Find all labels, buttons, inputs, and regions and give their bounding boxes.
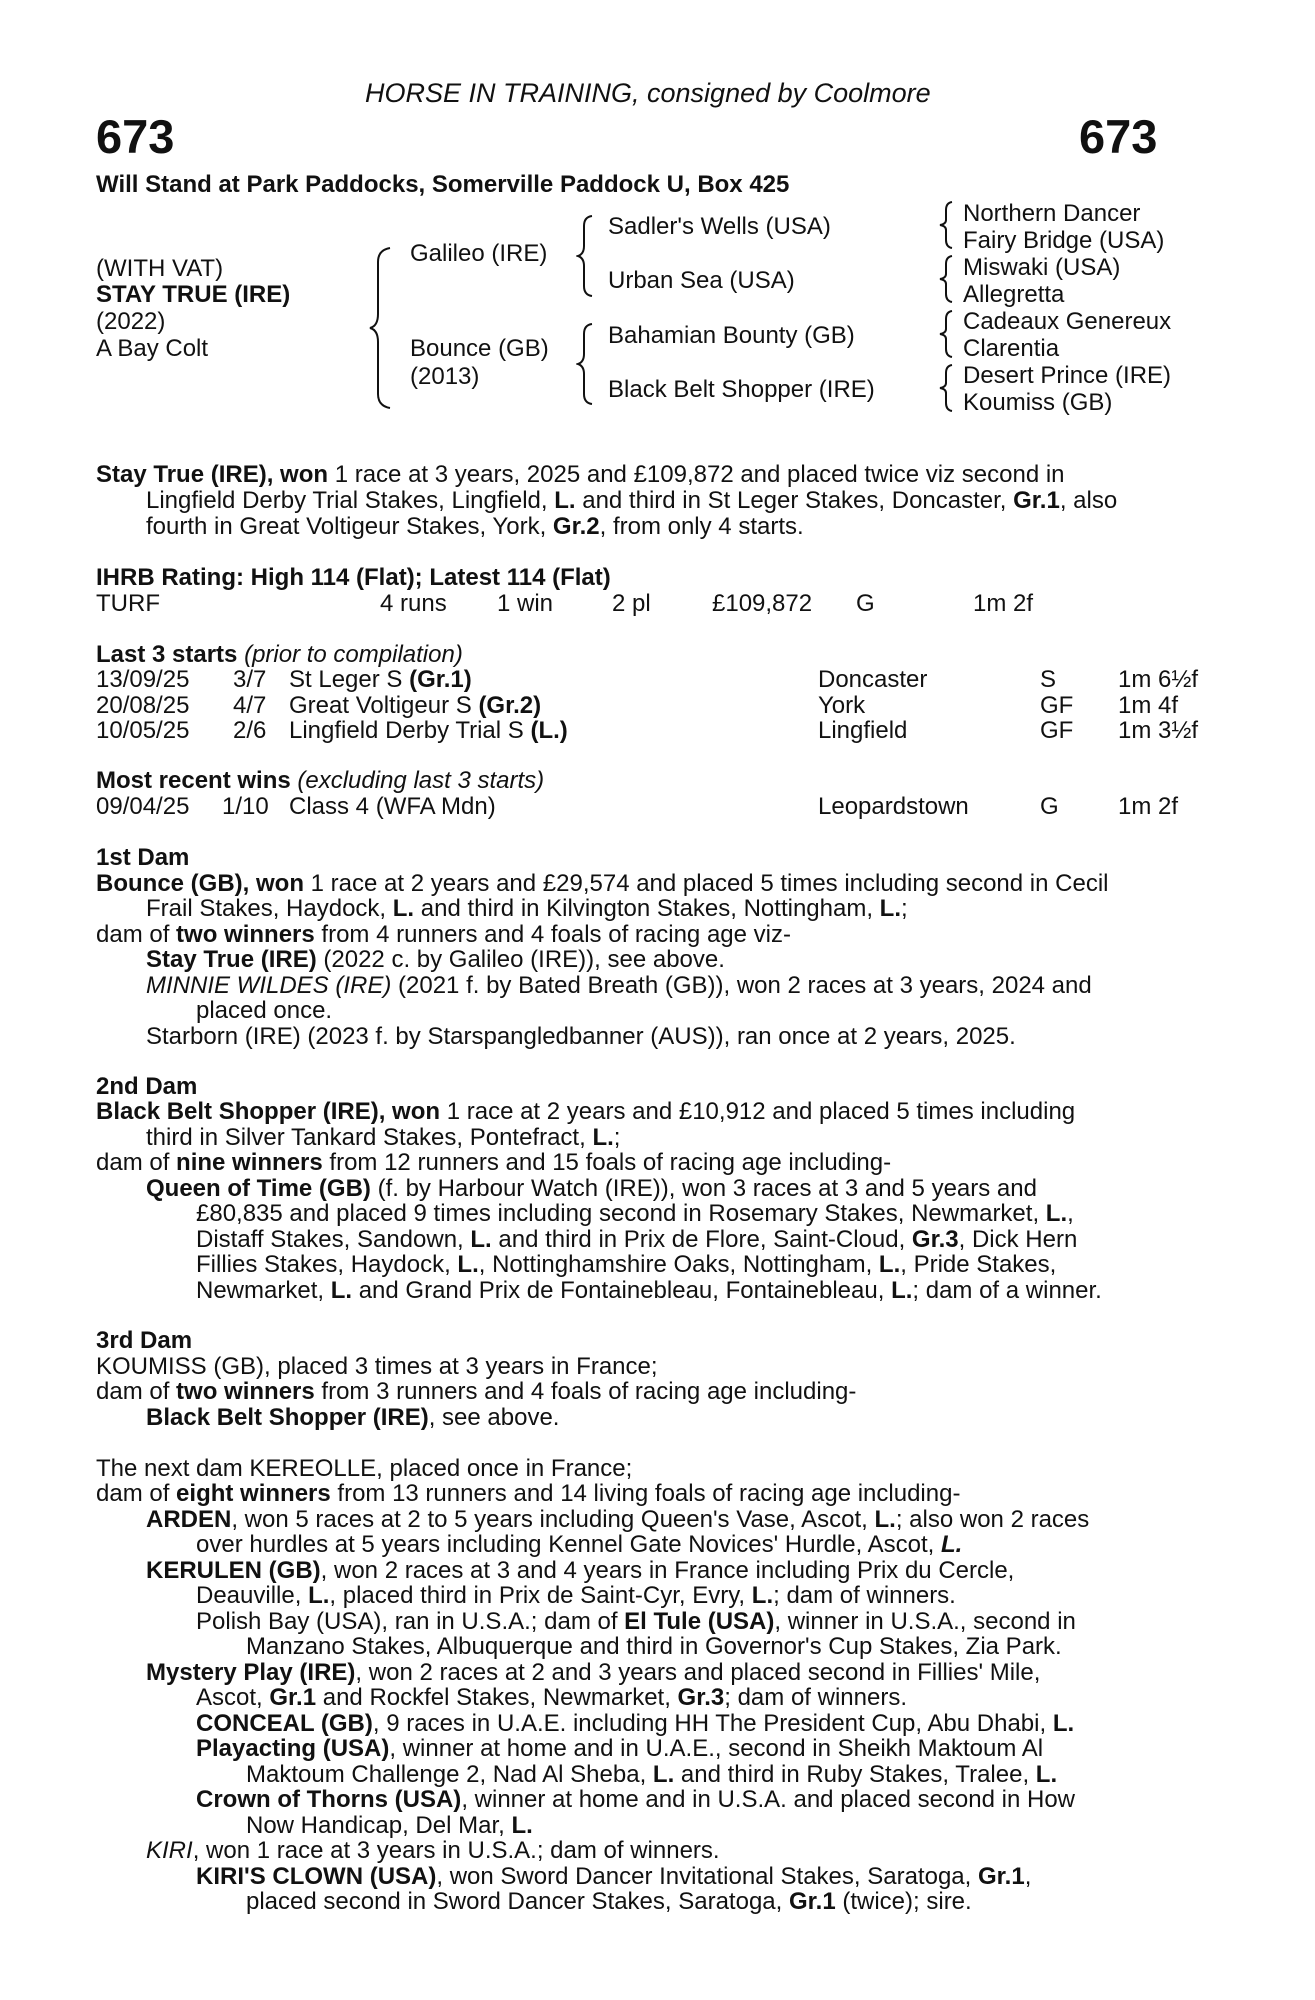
pedigree-dd-sire: Desert Prince (IRE) (963, 362, 1172, 389)
dam1-line-1: Bounce (GB), won 1 race at 2 years and £29,574 and placed 5 times including second in Cecil (96, 870, 1109, 897)
pedigree-bracket-sire (576, 214, 598, 298)
nextdam-playacting: Playacting (USA), winner at home and in U.A.E., second in Sheikh Maktoum Al (196, 1735, 1044, 1762)
vat-note: (WITH VAT) (96, 255, 224, 282)
nextdam-crownofthorns-b: Now Handicap, Del Mar, L. (246, 1812, 533, 1839)
pedigree-bracket-3b (938, 254, 958, 304)
dam1-heading: 1st Dam (96, 844, 190, 871)
dam3-line-2: dam of two winners from 3 runners and 4 foals of racing age including- (96, 1378, 857, 1405)
pedigree-sd-sire: Miswaki (USA) (963, 254, 1121, 281)
nextdam-conceal: CONCEAL (GB), 9 races in U.A.E. including HH The President Cup, Abu Dhabi, L. (196, 1710, 1075, 1737)
pedigree-ss-dam: Fairy Bridge (USA) (963, 227, 1165, 254)
dam2-produce-1d: Fillies Stakes, Haydock, L., Nottinghamshire Oaks, Nottingham, L., Pride Stakes, (196, 1251, 1057, 1278)
pedigree-dam-dam: Black Belt Shopper (IRE) (608, 376, 875, 403)
last3-row-3-date: 10/05/25 (96, 717, 190, 744)
dam2-produce-1: Queen of Time (GB) (f. by Harbour Watch (IRE)), won 3 races at 3 and 5 years and (146, 1175, 1037, 1202)
pedigree-bracket-3d (938, 363, 958, 413)
nextdam-line-1: The next dam KEREOLLE, placed once in France; (96, 1455, 633, 1482)
rating-earnings: £109,872 (712, 590, 813, 617)
rating-surface: TURF (96, 590, 160, 617)
nextdam-polishbay-b: Manzano Stakes, Albuquerque and third in Governor's Cup Stakes, Zia Park. (246, 1633, 1062, 1660)
pedigree-bracket-dam (576, 322, 598, 406)
dam3-produce-1: Black Belt Shopper (IRE), see above. (146, 1404, 560, 1431)
last3-row-2-going: GF (1040, 692, 1074, 719)
nextdam-kerulen: KERULEN (GB), won 2 races at 3 and 4 years in France including Prix du Cercle, (146, 1557, 1015, 1584)
horse-name: STAY TRUE (IRE) (96, 281, 291, 308)
pedigree-sire-sire: Sadler's Wells (USA) (608, 213, 831, 240)
last3-row-3-course: Lingfield (818, 717, 908, 744)
summary-line-3: fourth in Great Voltigeur Stakes, York, Gr.2, from only 4 starts. (146, 513, 804, 540)
pedigree-bracket-3c (938, 309, 958, 359)
last3-row-1-going: S (1040, 666, 1057, 693)
nextdam-arden: ARDEN, won 5 races at 2 to 5 years including Queen's Vase, Ascot, L.; also won 2 races (146, 1506, 1090, 1533)
recent-race: Class 4 (WFA Mdn) (289, 793, 496, 820)
recent-course: Leopardstown (818, 793, 969, 820)
dam3-heading: 3rd Dam (96, 1327, 193, 1354)
nextdam-kirisclown-b: placed second in Sword Dancer Stakes, Saratoga, Gr.1 (twice); sire. (246, 1888, 972, 1915)
pedigree-dd-dam: Koumiss (GB) (963, 389, 1113, 416)
dam2-produce-1e: Newmarket, L. and Grand Prix de Fontainebleau, Fontainebleau, L.; dam of a winner. (196, 1277, 1102, 1304)
pedigree-bracket-3a (938, 200, 958, 250)
dam1-line-2: Frail Stakes, Haydock, L. and third in Kilvington Stakes, Nottingham, L.; (146, 895, 908, 922)
dam1-produce-1: Stay True (IRE) (2022 c. by Galileo (IRE)), see above. (146, 946, 725, 973)
nextdam-playacting-b: Maktoum Challenge 2, Nad Al Sheba, L. and third in Ruby Stakes, Tralee, L. (246, 1761, 1058, 1788)
horse-description: A Bay Colt (96, 335, 209, 362)
rating-heading: IHRB Rating: High 114 (Flat); Latest 114 (Flat) (96, 564, 611, 591)
last3-row-2-race: Great Voltigeur S (Gr.2) (289, 692, 542, 719)
nextdam-crownofthorns: Crown of Thorns (USA), winner at home and in U.S.A. and placed second in How (196, 1786, 1075, 1813)
dam1-produce-2: MINNIE WILDES (IRE) (2021 f. by Bated Breath (GB)), won 2 races at 3 years, 2024 and (146, 972, 1092, 999)
nextdam-mysteryplay-b: Ascot, Gr.1 and Rockfel Stakes, Newmarket, Gr.3; dam of winners. (196, 1684, 907, 1711)
last3-row-2-pos: 4/7 (233, 692, 267, 719)
pedigree-bracket-gen1 (368, 246, 398, 410)
dam2-line-2: third in Silver Tankard Stakes, Pontefract, L.; (146, 1124, 621, 1151)
nextdam-mysteryplay: Mystery Play (IRE), won 2 races at 2 and 3 years and placed second in Fillies' Mile, (146, 1659, 1041, 1686)
stand-location: Will Stand at Park Paddocks, Somerville Paddock U, Box 425 (96, 171, 790, 198)
dam2-produce-1c: Distaff Stakes, Sandown, L. and third in Prix de Flore, Saint-Cloud, Gr.3, Dick Hern (196, 1226, 1078, 1253)
pedigree-sd-dam: Allegretta (963, 281, 1065, 308)
nextdam-kirisclown: KIRI'S CLOWN (USA), won Sword Dancer Invitational Stakes, Saratoga, Gr.1, (196, 1863, 1032, 1890)
last3-row-3-going: GF (1040, 717, 1074, 744)
last3-row-2-date: 20/08/25 (96, 692, 190, 719)
last3-row-1-course: Doncaster (818, 666, 928, 693)
rating-distance: 1m 2f (973, 590, 1034, 617)
pedigree-ds-dam: Clarentia (963, 335, 1060, 362)
dam1-produce-3: Starborn (IRE) (2023 f. by Starspangledbanner (AUS)), ran once at 2 years, 2025. (146, 1023, 1016, 1050)
pedigree-sire: Galileo (IRE) (410, 240, 548, 267)
last3-row-1-dist: 1m 6½f (1118, 666, 1199, 693)
last3-row-2-course: York (818, 692, 866, 719)
pedigree-sire-dam: Urban Sea (USA) (608, 267, 795, 294)
last3-heading: Last 3 starts (prior to compilation) (96, 641, 463, 668)
rating-wins: 1 win (497, 590, 554, 617)
summary-line-2: Lingfield Derby Trial Stakes, Lingfield, L. and third in St Leger Stakes, Doncaster, Gr.1, also (146, 487, 1118, 514)
dam3-line-1: KOUMISS (GB), placed 3 times at 3 years in France; (96, 1353, 658, 1380)
horse-year: (2022) (96, 308, 166, 335)
pedigree-ds-sire: Cadeaux Genereux (963, 308, 1172, 335)
pedigree-ss-sire: Northern Dancer (963, 200, 1141, 227)
lot-number-right: 673 (1079, 110, 1158, 163)
nextdam-arden-b: over hurdles at 5 years including Kennel Gate Novices' Hurdle, Ascot, L. (196, 1531, 963, 1558)
nextdam-line-2: dam of eight winners from 13 runners and 14 living foals of racing age including- (96, 1480, 961, 1507)
recent-date: 09/04/25 (96, 793, 190, 820)
dam1-produce-2b: placed once. (196, 997, 333, 1024)
pedigree-dam-year: (2013) (410, 363, 480, 390)
last3-row-3-dist: 1m 3½f (1118, 717, 1199, 744)
nextdam-polishbay: Polish Bay (USA), ran in U.S.A.; dam of El Tule (USA), winner in U.S.A., second in (196, 1608, 1076, 1635)
last3-row-3-race: Lingfield Derby Trial S (L.) (289, 717, 568, 744)
dam1-line-3: dam of two winners from 4 runners and 4 foals of racing age viz- (96, 921, 791, 948)
last3-row-2-dist: 1m 4f (1118, 692, 1179, 719)
pedigree-dam: Bounce (GB) (410, 335, 549, 362)
recent-going: G (1040, 793, 1059, 820)
dam2-heading: 2nd Dam (96, 1073, 198, 1100)
dam2-produce-1b: £80,835 and placed 9 times including second in Rosemary Stakes, Newmarket, L., (196, 1200, 1074, 1227)
recent-pos: 1/10 (222, 793, 269, 820)
summary-line-1: Stay True (IRE), won 1 race at 3 years, 2025 and £109,872 and placed twice viz second in (96, 461, 1065, 488)
rating-going: G (856, 590, 875, 617)
nextdam-kerulen-b: Deauville, L., placed third in Prix de Saint-Cyr, Evry, L.; dam of winners. (196, 1582, 956, 1609)
catalogue-header: HORSE IN TRAINING, consigned by Coolmore (365, 78, 931, 108)
last3-row-1-race: St Leger S (Gr.1) (289, 666, 472, 693)
pedigree-dam-sire: Bahamian Bounty (GB) (608, 322, 855, 349)
dam2-line-3: dam of nine winners from 12 runners and 15 foals of racing age including- (96, 1149, 892, 1176)
dam2-line-1: Black Belt Shopper (IRE), won 1 race at 2 years and £10,912 and placed 5 times including (96, 1098, 1076, 1125)
rating-placed: 2 pl (612, 590, 651, 617)
last3-row-1-date: 13/09/25 (96, 666, 190, 693)
rating-runs: 4 runs (380, 590, 447, 617)
recent-dist: 1m 2f (1118, 793, 1179, 820)
lot-number-left: 673 (96, 110, 175, 163)
recent-heading: Most recent wins (excluding last 3 starts) (96, 767, 545, 794)
last3-row-3-pos: 2/6 (233, 717, 267, 744)
nextdam-kiri: KIRI, won 1 race at 3 years in U.S.A.; dam of winners. (146, 1837, 720, 1864)
last3-row-1-pos: 3/7 (233, 666, 267, 693)
